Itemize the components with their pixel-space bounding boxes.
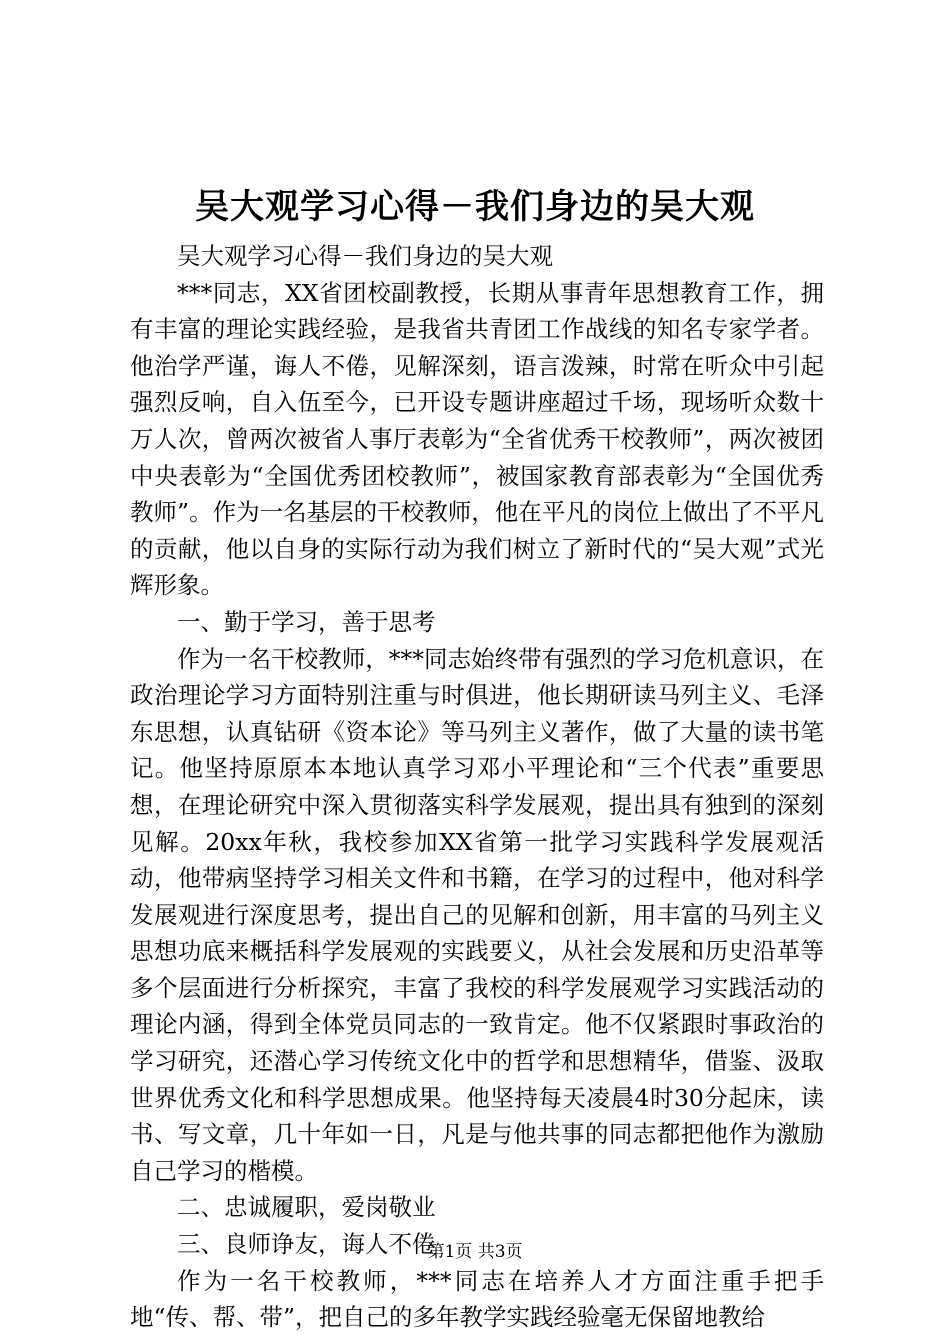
document-body xyxy=(130,238,824,1336)
paragraph-intro: ***同志，XX省团校副教授，长期从事青年思想教育工作，拥有丰富的理论实践经验，是我省共青团工作战线的知名专家学者。他治学严谨，诲人不倦，见解深刻，语言泼辣，时常在听众中引起强烈反响，自入伍至今，已开设专题讲座超过千场，现场听众数十万人次，曾两次被省人事厅表彰为“全省优秀干校教师”，两次被团中央表彰为“全国优秀团校教师”，被国家教育部表彰为“全国优秀教师”。作为一名基层的干校教师，他在平凡的岗位上做出了不平凡的贡献，他以自身的实际行动为我们树立了新时代的“吴大观”式光辉形象。 xyxy=(130,278,824,600)
paragraph-subtitle: 吴大观学习心得－我们身边的吴大观 xyxy=(177,242,553,270)
page-footer: 第1页 共3页 xyxy=(427,1242,523,1262)
section-heading-3: 三、良师诤友，诲人不倦 xyxy=(177,1230,436,1259)
document-title: 吴大观学习心得－我们身边的吴大观 xyxy=(195,187,755,227)
section-heading-1: 一、勤于学习，善于思考 xyxy=(177,607,436,636)
paragraph-section-1: 作为一名干校教师，***同志始终带有强烈的学习危机意识，在政治理论学习方面特别注重与时俱进，他长期研读马列主义、毛泽东思想，认真钻研《资本论》等马列主义著作，做了大量的读书笔记。他坚持原原本本地认真学习邓小平理论和“三个代表”重要思想，在理论研究中深入贯彻落实科学发展观，提出具有独到的深刻见解。20xx年秋，我校参加XX省第一批学习实践科学发展观活动，他带病坚持学习相关文件和书籍，在学习的过程中，他对科学发展观进行深度思考，提出自己的见解和创新，用丰富的马列主义思想功底来概括科学发展观的实践要义，从社会发展和历史沿革等多个层面进行分析探究，丰富了我校的科学发展观学习实践活动的理论内涵，得到全体党员同志的一致肯定。他不仅紧跟时事政治的学习研究，还潜心学习传统文化中的哲学和思想精华，借鉴、汲取世界优秀文化和科学思想成果。他坚持每天凌晨4时30分起床，读书、写文章，几十年如一日，凡是与他共事的同志都把他作为激励自己学习的楷模。 xyxy=(130,644,824,1185)
paragraph-section-3: 作为一名干校教师，***同志在培养人才方面注重手把手地“传、帮、带”，把自己的多年教学实践经验毫无保留地教给 xyxy=(130,1266,824,1332)
section-heading-2: 二、忠诚履职，爱岗敬业 xyxy=(177,1193,436,1222)
